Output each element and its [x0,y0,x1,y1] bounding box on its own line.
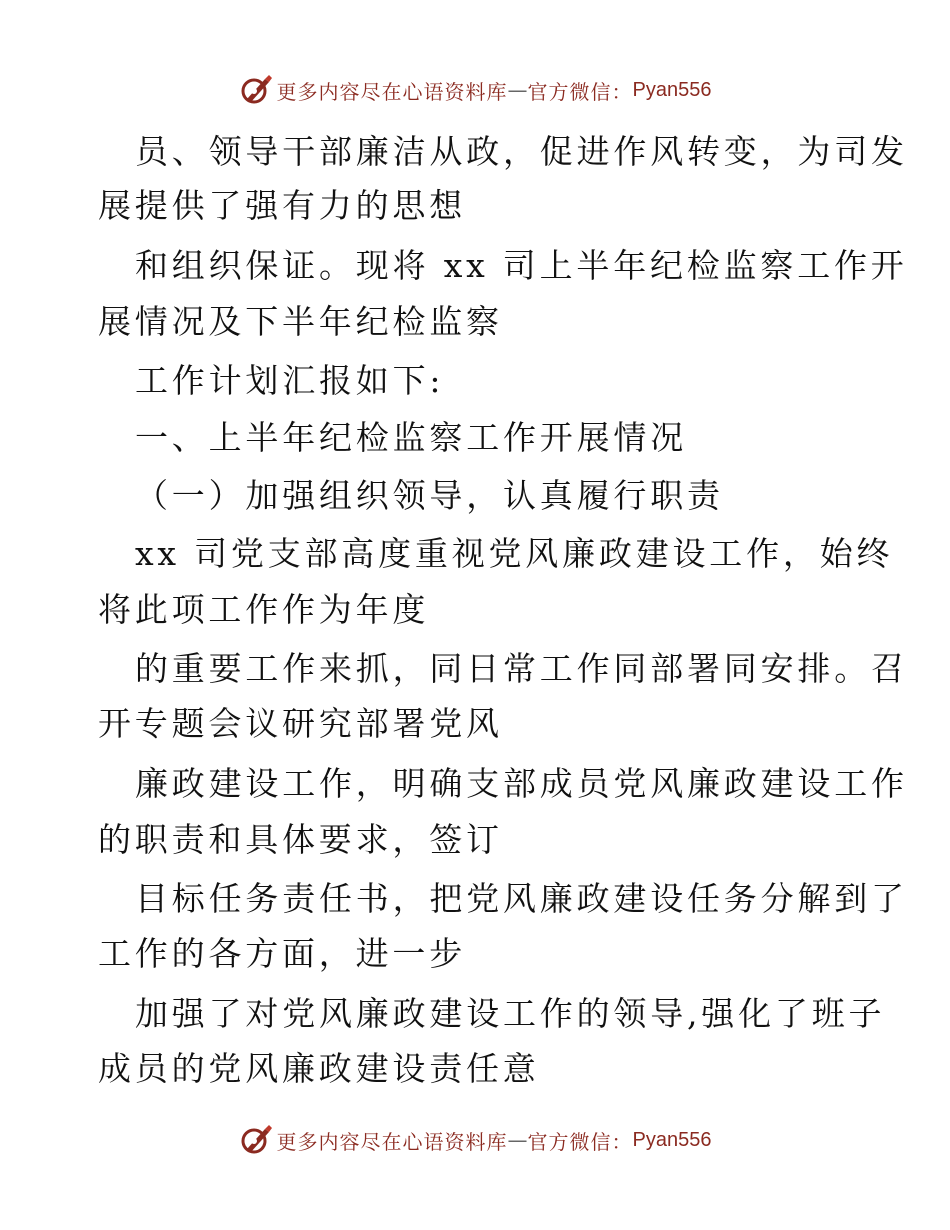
section-heading: 一、上半年纪检监察工作开展情况 [135,418,687,457]
watermark-main-text: 更多内容尽在心语资料库 [276,79,508,104]
watermark-separator: — [507,78,528,102]
watermark-id: Pyan556 [632,1128,712,1151]
watermark-banner-bottom [0,1120,950,1160]
text-line: 将此项工作作为年度 [98,590,430,629]
text-line: 和组织保证。现将 xx 司上半年纪检监察工作开 [135,246,908,285]
text-line: 展提供了强有力的思想 [98,186,466,225]
text-line: xx 司党支部高度重视党风廉政建设工作，始终 [135,534,894,573]
watermark-label: 官方微信： [527,1129,633,1154]
text-line: 成员的党风廉政建设责任意 [98,1049,540,1088]
text-line: 工作的各方面，进一步 [98,934,466,973]
text-line: 的职责和具体要求，签订 [98,820,503,859]
watermark-separator: — [507,1128,528,1152]
text-line: 开专题会议研究部署党风 [98,704,503,743]
text-line: 加强了对党风廉政建设工作的领导,强化了班子 [135,994,886,1033]
text-line: 员、领导干部廉洁从政，促进作风转变，为司发 [135,132,908,171]
watermark-label: 官方微信： [527,79,633,104]
subsection-heading: （一）加强组织领导，认真履行职责 [135,476,724,515]
watermark-banner-top [0,70,950,110]
text-line: 廉政建设工作，明确支部成员党风廉政建设工作 [135,764,908,803]
text-line: 展情况及下半年纪检监察 [98,302,503,341]
text-line: 工作计划汇报如下: [135,361,445,400]
pen-logo-icon [239,73,273,107]
pen-logo-icon [239,1123,273,1157]
watermark-id: Pyan556 [632,78,712,101]
text-line: 的重要工作来抓，同日常工作同部署同安排。召 [135,649,908,688]
watermark-main-text: 更多内容尽在心语资料库 [276,1129,508,1154]
text-line: 目标任务责任书，把党风廉政建设任务分解到了 [135,879,908,918]
